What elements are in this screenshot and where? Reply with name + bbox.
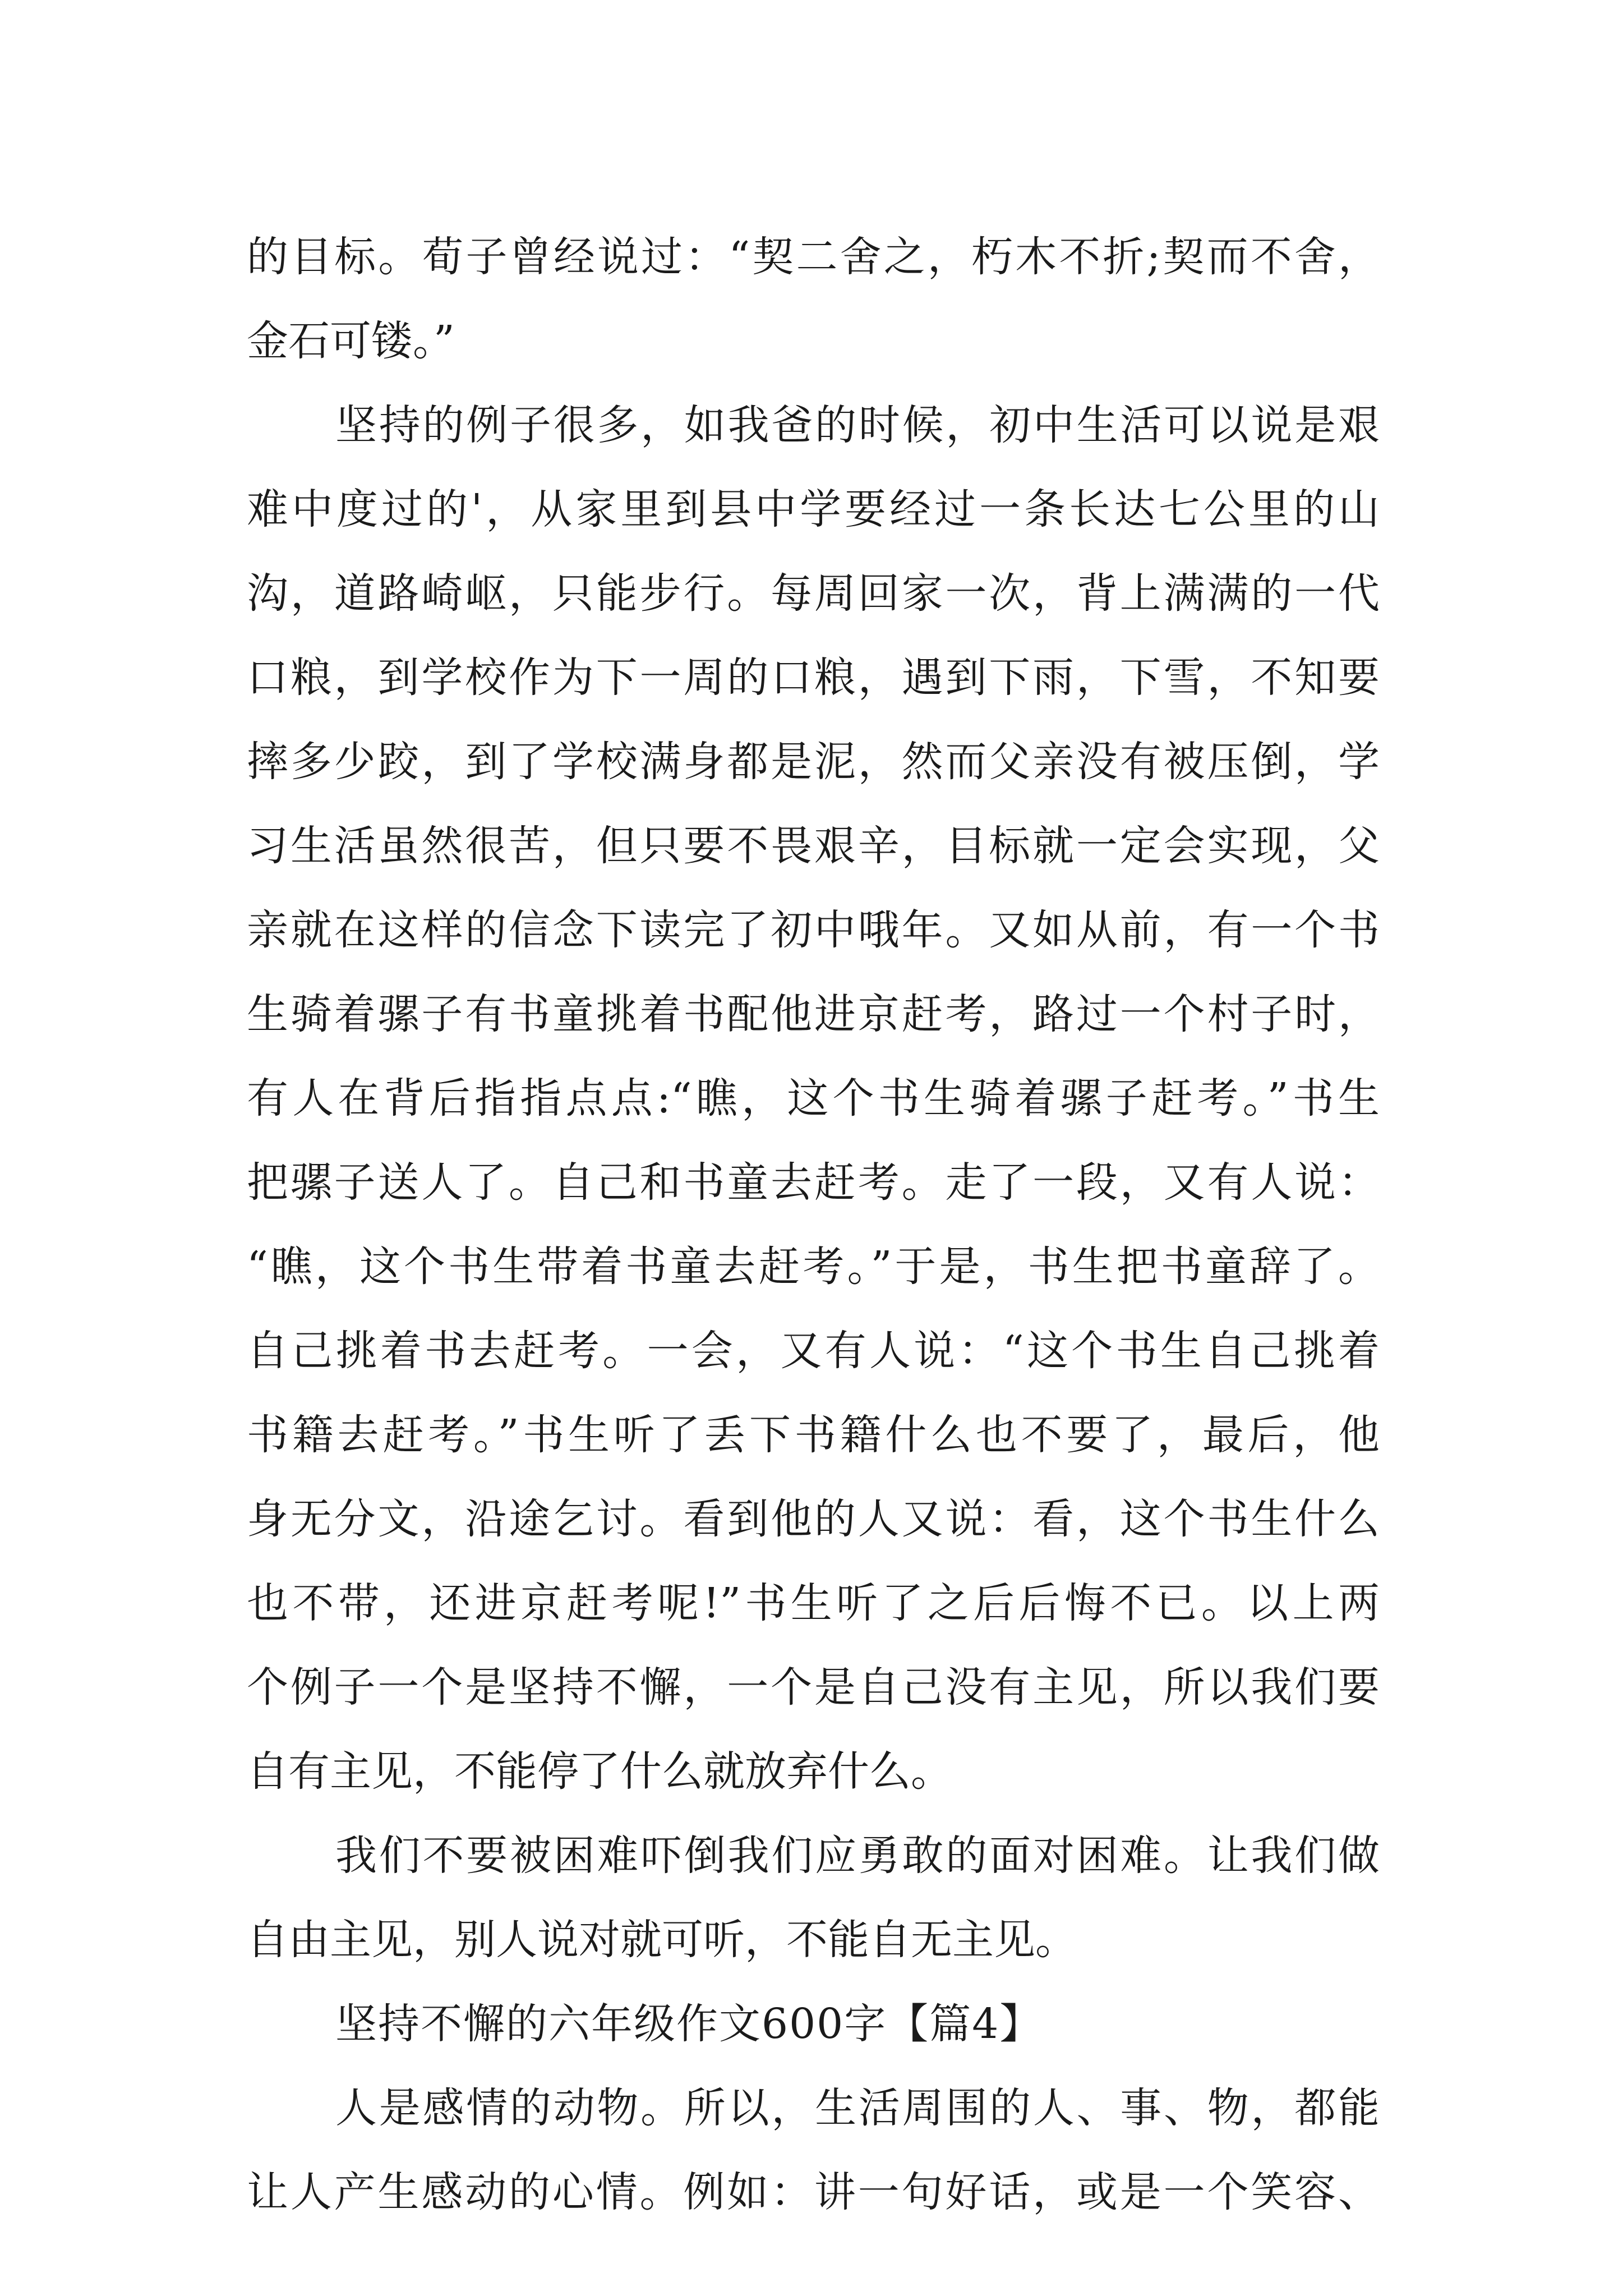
text-line: 自己挑着书去赶考。一会，又有人说：“这个书生自己挑着 [247,1327,1380,1375]
text-line: 书籍去赶考。”书生听了丢下书籍什么也不要了，最后，他 [247,1411,1380,1459]
text-line: 难中度过的'，从家里到县中学要经过一条长达七公里的山 [247,485,1380,533]
text-line: 金石可镂。” [247,317,455,365]
text-line: 摔多少跤，到了学校满身都是泥，然而父亲没有被压倒，学 [247,738,1380,786]
text-line: 生骑着骡子有书童挑着书配他进京赶考，路过一个村子时， [247,990,1380,1038]
section-heading: 坚持不懈的六年级作文600字【篇4】 [335,2000,1043,2048]
text-line: “瞧，这个书生带着书童去赶考。”于是，书生把书童辞了。 [247,1243,1380,1291]
text-line: 也不带，还进京赶考呢!”书生听了之后后悔不已。以上两 [247,1579,1380,1627]
paragraph-first-line: 人是感情的动物。所以，生活周围的人、事、物，都能 [335,2084,1380,2132]
text-line: 自有主见，不能停了什么就放弃什么。 [247,1747,952,1796]
paragraph-first-line: 坚持的例子很多，如我爸的时候，初中生活可以说是艰 [335,401,1380,449]
text-line: 的目标。荀子曾经说过：“契二舍之，朽木不折;契而不舍， [247,233,1380,281]
text-line: 口粮，到学校作为下一周的口粮，遇到下雨，下雪，不知要 [247,654,1380,702]
text-line: 个例子一个是坚持不懈，一个是自己没有主见，所以我们要 [247,1663,1380,1711]
text-line: 自由主见，别人说对就可听，不能自无主见。 [247,1916,1077,1964]
text-line: 让人产生感动的心情。例如：讲一句好话，或是一个笑容、 [247,2168,1380,2216]
text-line: 身无分文，沿途乞讨。看到他的人又说：看，这个书生什么 [247,1495,1380,1543]
text-line: 亲就在这样的信念下读完了初中哦年。又如从前，有一个书 [247,906,1380,954]
text-line: 有人在背后指指点点:“瞧，这个书生骑着骡子赶考。”书生 [247,1074,1380,1122]
text-line: 沟，道路崎岖，只能步行。每周回家一次，背上满满的一代 [247,569,1380,618]
paragraph-first-line: 我们不要被困难吓倒我们应勇敢的面对困难。让我们做 [335,1832,1380,1880]
text-line: 把骡子送人了。自己和书童去赶考。走了一段，又有人说： [247,1158,1380,1207]
text-line: 习生活虽然很苦，但只要不畏艰辛，目标就一定会实现，父 [247,822,1380,870]
